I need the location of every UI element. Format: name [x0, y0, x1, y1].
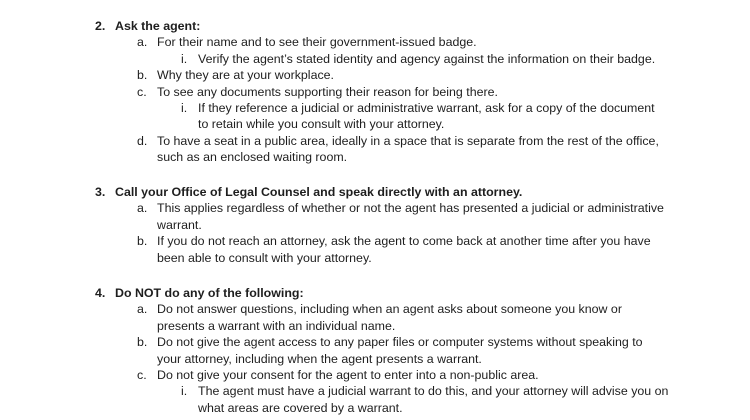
sub-item-text: Verify the agent’s stated identity and agency against the information on their badge.	[198, 51, 656, 66]
list-item-text: To see any documents supporting their reason for being there.	[157, 84, 498, 99]
list-item-text: been able to consult with your attorney.	[157, 250, 372, 265]
sub-item-text: to retain while you consult with your attorney.	[198, 117, 445, 132]
section-heading: Do NOT do any of the following:	[115, 286, 304, 300]
list-item-marker: c.	[137, 368, 147, 382]
list-item-text: Do not give the agent access to any paper files or computer systems without speaking to	[157, 335, 643, 350]
list-item-text: To have a seat in a public area, ideally in a space that is separate from the rest of the office,	[157, 133, 659, 148]
list-item-marker: a.	[137, 35, 148, 50]
list-item-marker: b.	[137, 335, 148, 350]
section-heading: Ask the agent:	[115, 19, 201, 33]
sub-item-marker: i.	[181, 384, 188, 399]
list-item-marker: c.	[137, 84, 147, 99]
list-item-text: Why they are at your workplace.	[157, 68, 334, 83]
list-item-marker: b.	[137, 234, 148, 249]
list-item-text: For their name and to see their government-issued badge.	[157, 35, 477, 50]
list-item-text: If you do not reach an attorney, ask the agent to come back at another time after you have	[157, 234, 651, 249]
sub-item-text: The agent must have a judicial warrant to do this, and your attorney will advise you on	[198, 384, 669, 399]
section-number: 3.	[95, 185, 106, 199]
list-item-text: your attorney, including when the agent presents a warrant.	[157, 351, 482, 366]
sub-item-marker: i.	[181, 101, 188, 115]
sub-item-text: If they reference a judicial or administrative warrant, ask for a copy of the document	[198, 101, 655, 115]
list-item-text: This applies regardless of whether or not the agent has presented a judicial or administrative	[157, 201, 664, 216]
list-item-text: Do not answer questions, including when an agent asks about someone you know or	[157, 302, 622, 317]
section-number: 2.	[95, 19, 106, 33]
list-item-marker: a.	[137, 201, 148, 216]
sub-item-text: what areas are covered by a warrant.	[198, 400, 403, 415]
section-heading: Call your Office of Legal Counsel and speak directly with an attorney.	[115, 185, 523, 199]
list-item-marker: b.	[137, 68, 148, 83]
list-item-text: Do not give your consent for the agent to enter into a non-public area.	[157, 368, 539, 382]
list-item-text: presents a warrant with an individual name.	[157, 318, 396, 333]
list-item-text: warrant.	[157, 217, 202, 232]
sub-item-marker: i.	[181, 51, 188, 66]
section-number: 4.	[95, 286, 106, 300]
list-item-marker: d.	[137, 133, 148, 148]
list-item-marker: a.	[137, 302, 148, 317]
list-item-text: such as an enclosed waiting room.	[157, 150, 348, 165]
